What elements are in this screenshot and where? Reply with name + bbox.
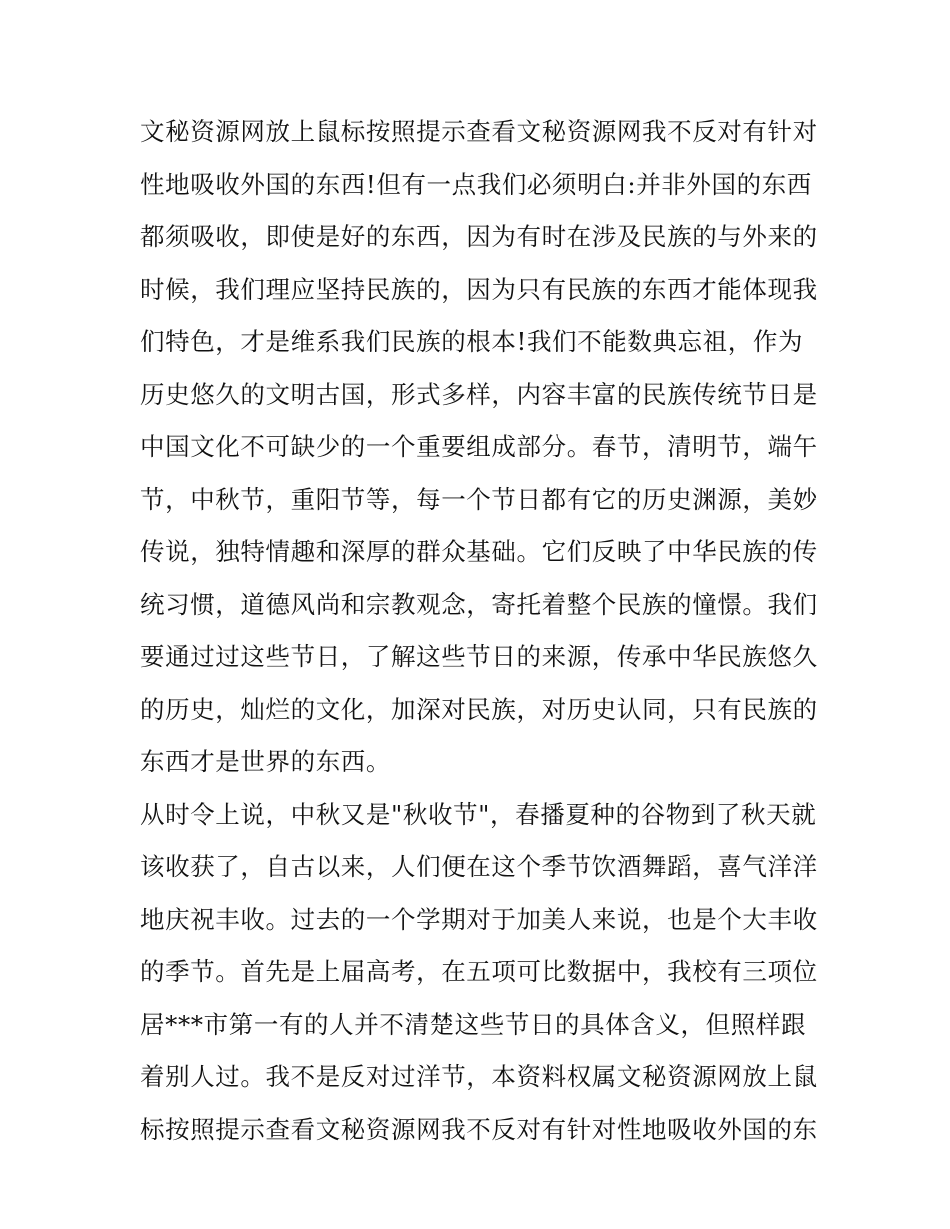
text-line: 的季节。首先是上届高考，在五项可比数据中，我校有三项位 xyxy=(140,957,818,986)
text-line: 东西才是世界的东西。 xyxy=(140,747,391,776)
text-line: 时候，我们理应坚持民族的，因为只有民族的东西才能体现我 xyxy=(140,274,818,304)
text-line: 统习惯，道德风尚和宗教观念，寄托着整个民族的憧憬。我们 xyxy=(140,589,818,619)
text-line: 中国文化不可缺少的一个重要组成部分。春节，清明节，端午 xyxy=(140,432,818,461)
text-line: 居***市第一有的人并不清楚这些节日的具体含义，但照样跟 xyxy=(140,1009,807,1039)
text-line: 从时令上说，中秋又是"秋收节"，春播夏种的谷物到了秋天就 xyxy=(140,799,817,829)
text-line: 该收获了，自古以来，人们便在这个季节饮酒舞蹈，喜气洋洋 xyxy=(140,852,818,881)
text-line: 文秘资源网放上鼠标按照提示查看文秘资源网我不反对有针对 xyxy=(140,117,818,146)
text-line: 都须吸收，即使是好的东西，因为有时在涉及民族的与外来的 xyxy=(140,222,818,251)
text-line: 地庆祝丰收。过去的一个学期对于加美人来说，也是个大丰收 xyxy=(140,904,818,934)
text-line: 的历史，灿烂的文化，加深对民族，对历史认同，只有民族的 xyxy=(140,694,818,724)
text-line: 性地吸收外国的东西!但有一点我们必须明白:并非外国的东西 xyxy=(140,169,812,199)
text-line: 标按照提示查看文秘资源网我不反对有针对性地吸收外国的东 xyxy=(140,1114,818,1144)
document-body xyxy=(140,106,820,1156)
text-line: 们特色，才是维系我们民族的根本!我们不能数典忘祖，作为 xyxy=(140,327,804,356)
text-line: 传说，独特情趣和深厚的群众基础。它们反映了中华民族的传 xyxy=(140,537,818,566)
text-line: 着别人过。我不是反对过洋节，本资料权属文秘资源网放上鼠 xyxy=(140,1062,818,1091)
text-line: 要通过过这些节日，了解这些节日的来源，传承中华民族悠久 xyxy=(140,642,818,671)
text-line: 节，中秋节，重阳节等，每一个节日都有它的历史渊源，美妙 xyxy=(140,484,818,514)
text-line: 历史悠久的文明古国，形式多样，内容丰富的民族传统节日是 xyxy=(140,379,818,409)
